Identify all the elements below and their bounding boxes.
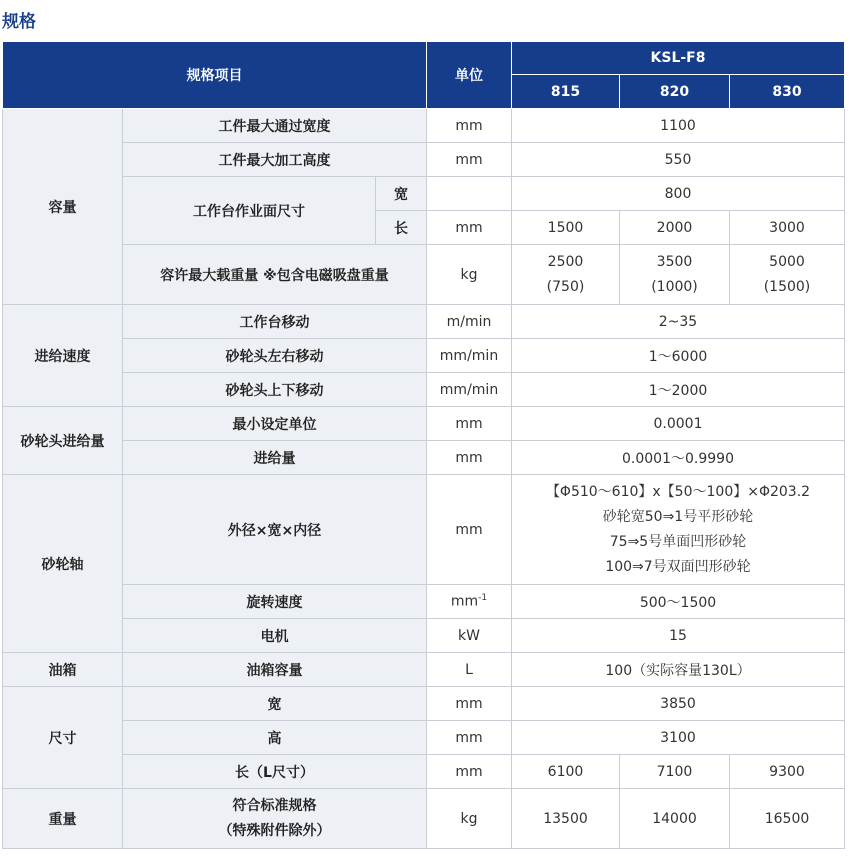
table-row [3,721,845,755]
table-row [3,177,845,211]
row-label: 宽 [123,687,427,721]
row-value-820: 14000 [620,789,730,849]
table-row [3,407,845,441]
row-unit: kg [427,245,512,305]
row-value-820: 2000 [620,211,730,245]
row-label: 砂轮头上下移动 [123,373,427,407]
row-value: 15 [512,619,845,653]
row-value-830: 5000 (1500) [730,245,845,305]
row-label: 油箱容量 [123,653,427,687]
header-variant-820: 820 [620,75,730,109]
table-row [3,585,845,619]
row-value: 1～6000 [512,339,845,373]
row-unit-empty [427,177,512,211]
category-spindle: 砂轮轴 [3,475,123,653]
row-unit: mm [427,475,512,585]
table-row [3,475,845,585]
row-value: 2~35 [512,305,845,339]
row-unit: kg [427,789,512,849]
row-unit: kW [427,619,512,653]
category-feed-speed: 进给速度 [3,305,123,407]
row-value: 100（实际容量130L） [512,653,845,687]
row-unit: mm/min [427,373,512,407]
table-row [3,653,845,687]
category-weight: 重量 [3,789,123,849]
row-value: 1～2000 [512,373,845,407]
row-unit: mm [427,211,512,245]
table-row [3,441,845,475]
row-label: 砂轮头左右移动 [123,339,427,373]
row-label: 符合标准规格 （特殊附件除外） [123,789,427,849]
row-label: 工件最大通过宽度 [123,109,427,143]
row-label: 旋转速度 [123,585,427,619]
row-label: 高 [123,721,427,755]
header-row [3,42,845,75]
row-value: 【Φ510～610】x【50～100】×Φ203.2 砂轮宽50⇒1号平形砂轮 75⇒5号单面凹形砂轮 100⇒7号双面凹形砂轮 [512,475,845,585]
row-value-815: 2500 (750) [512,245,620,305]
header-unit: 单位 [427,42,512,109]
row-value: 1100 [512,109,845,143]
header-variant-815: 815 [512,75,620,109]
row-unit: mm [427,721,512,755]
row-label: 长（L尺寸） [123,755,427,789]
row-unit: mm [427,687,512,721]
row-value: 3850 [512,687,845,721]
row-unit: mm [427,143,512,177]
row-unit: L [427,653,512,687]
table-row [3,339,845,373]
row-label: 工件最大加工高度 [123,143,427,177]
table-row [3,143,845,177]
category-size: 尺寸 [3,687,123,789]
header-item: 规格项目 [3,42,427,109]
row-label: 进给量 [123,441,427,475]
category-capacity: 容量 [3,109,123,305]
table-row [3,305,845,339]
table-row [3,109,845,143]
row-value: 0.0001～0.9990 [512,441,845,475]
row-value: 800 [512,177,845,211]
row-value-830: 3000 [730,211,845,245]
table-row [3,245,845,305]
row-label: 最小设定单位 [123,407,427,441]
row-label: 工作台移动 [123,305,427,339]
category-head-feed: 砂轮头进给量 [3,407,123,475]
row-label: 电机 [123,619,427,653]
header-variant-830: 830 [730,75,845,109]
row-unit: m/min [427,305,512,339]
spec-table [2,41,845,849]
page-title: 规格 [2,12,36,32]
table-row [3,373,845,407]
row-value: 0.0001 [512,407,845,441]
row-value-830: 16500 [730,789,845,849]
row-sublabel: 长 [376,211,427,245]
row-value-815: 1500 [512,211,620,245]
row-value-820: 3500 (1000) [620,245,730,305]
table-row [3,687,845,721]
row-unit: mm [427,407,512,441]
row-value: 500～1500 [512,585,845,619]
table-row [3,789,845,849]
row-unit: mm [427,441,512,475]
row-value: 3100 [512,721,845,755]
table-row [3,619,845,653]
row-value-815: 13500 [512,789,620,849]
row-label: 外径×宽×内径 [123,475,427,585]
table-row [3,755,845,789]
category-tank: 油箱 [3,653,123,687]
row-unit: mm [427,109,512,143]
row-label: 容许最大载重量 ※包含电磁吸盘重量 [123,245,427,305]
row-value-815: 6100 [512,755,620,789]
header-model: KSL-F8 [512,42,845,75]
row-label: 工作台作业面尺寸 [123,177,376,245]
row-value: 550 [512,143,845,177]
row-unit: mm [427,755,512,789]
row-unit: $mm^{-1}$ [427,585,512,619]
row-value-830: 9300 [730,755,845,789]
row-unit: mm/min [427,339,512,373]
row-value-820: 7100 [620,755,730,789]
row-sublabel: 宽 [376,177,427,211]
